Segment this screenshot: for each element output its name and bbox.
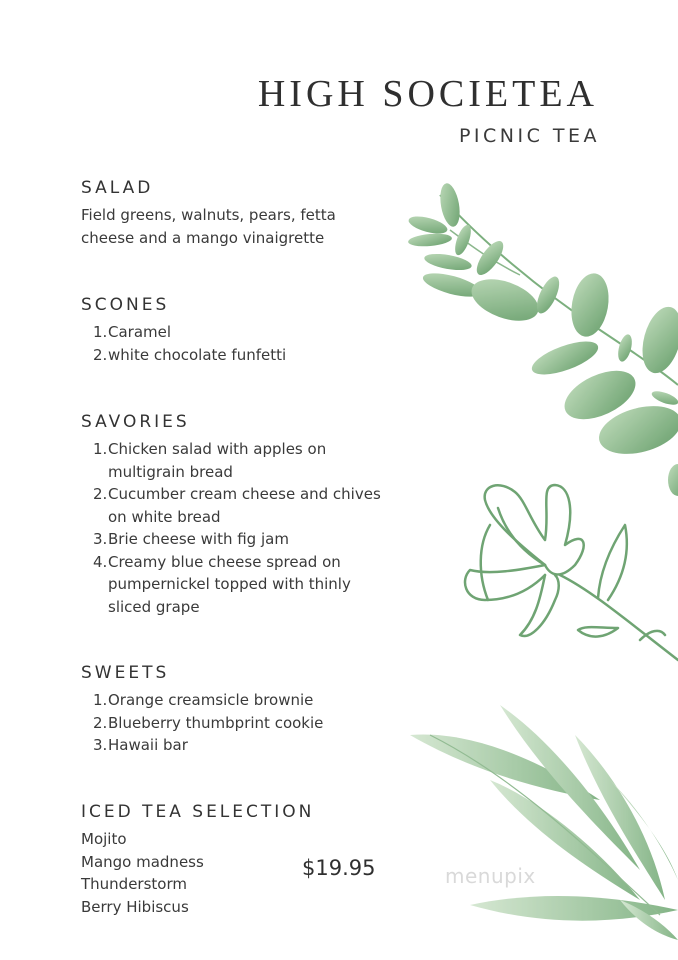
menu-subtitle: PICNIC TEA bbox=[458, 125, 600, 147]
scones-heading: SCONES bbox=[81, 295, 170, 315]
list-item: 1. Orange creamsicle brownie bbox=[93, 691, 314, 709]
salad-description: Field greens, walnuts, pears, fetta cheese and a mango vinaigrette bbox=[81, 206, 336, 247]
line-art-flower bbox=[465, 485, 678, 660]
watermark-text: menupix bbox=[445, 864, 536, 888]
scones-section bbox=[81, 295, 401, 366]
list-item: Berry Hibiscus bbox=[81, 897, 189, 916]
list-item: 1. Chicken salad with apples on multigrain bread bbox=[93, 440, 327, 481]
savories-list bbox=[81, 438, 391, 618]
savories-heading: SAVORIES bbox=[81, 412, 190, 432]
savories-section bbox=[81, 412, 391, 618]
sweets-section bbox=[81, 663, 401, 757]
willow-leaves bbox=[410, 705, 678, 940]
eucalyptus-branch bbox=[407, 182, 678, 496]
list-item: Thunderstorm bbox=[81, 875, 187, 893]
scones-list bbox=[81, 321, 401, 366]
menu-title: HIGH SOCIETEA bbox=[257, 73, 598, 115]
list-item: 2. Cucumber cream cheese and chives on white bread bbox=[93, 485, 381, 526]
list-item: Mojito bbox=[81, 830, 127, 848]
list-item: 3. Hawaii bar bbox=[93, 736, 188, 754]
list-item: 1. Caramel bbox=[93, 323, 172, 341]
list-item: 3. Brie cheese with fig jam bbox=[93, 530, 289, 548]
list-item: 2. white chocolate funfetti bbox=[93, 345, 287, 364]
sweets-heading: SWEETS bbox=[81, 663, 170, 683]
salad-heading: SALAD bbox=[81, 178, 154, 198]
list-item: 2. Blueberry thumbprint cookie bbox=[93, 713, 324, 732]
iced-tea-heading: ICED TEA SELECTION bbox=[81, 802, 315, 822]
list-item: Mango madness bbox=[81, 852, 204, 871]
list-item: 4. Creamy blue cheese spread on pumpernickel topped with thinly sliced grape bbox=[93, 552, 351, 616]
salad-section bbox=[81, 178, 391, 249]
price-label: $19.95 bbox=[302, 856, 376, 880]
sweets-list bbox=[81, 689, 401, 757]
